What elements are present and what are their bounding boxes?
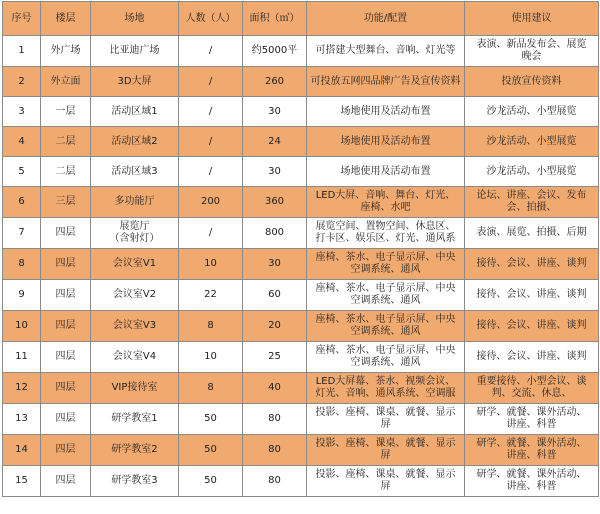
cell-suggest: 表演、新品发布会、展览 晚会 (465, 36, 599, 67)
cell-venue: 会议室V1 (91, 249, 179, 280)
cell-floor: 四层 (41, 435, 91, 466)
cell-area: 80 (243, 435, 307, 466)
cell-no: 15 (3, 466, 41, 497)
cell-suggest: 接待、会议、讲座、谈判 (465, 249, 599, 280)
cell-no: 13 (3, 404, 41, 435)
cell-area: 30 (243, 157, 307, 187)
cell-venue: 活动区域2 (91, 127, 179, 157)
cell-suggest: 接待、会议、讲座、谈判 (465, 342, 599, 373)
cell-no: 3 (3, 97, 41, 127)
cell-floor: 四层 (41, 404, 91, 435)
cell-venue: 比亚迪广场 (91, 36, 179, 67)
cell-people: 10 (179, 249, 243, 280)
cell-venue: 多功能厅 (91, 187, 179, 218)
cell-venue: 3D大屏 (91, 67, 179, 97)
table-row (3, 466, 599, 497)
cell-people: 8 (179, 373, 243, 404)
cell-people: / (179, 127, 243, 157)
cell-area: 24 (243, 127, 307, 157)
table-row (3, 36, 599, 67)
cell-no: 1 (3, 36, 41, 67)
cell-no: 9 (3, 280, 41, 311)
venue-table (2, 1, 599, 497)
cell-function: LED大屏、音响、舞台、灯光、 座椅、水吧 (307, 187, 465, 218)
cell-suggest: 研学、就餐、课外活动、 讲座、科普 (465, 435, 599, 466)
cell-venue: 会议室V4 (91, 342, 179, 373)
table-row (3, 249, 599, 280)
cell-people: / (179, 36, 243, 67)
cell-floor: 四层 (41, 218, 91, 249)
cell-function: 场地使用及活动布置 (307, 97, 465, 127)
table-row (3, 404, 599, 435)
table-body (3, 36, 599, 497)
cell-floor: 外广场 (41, 36, 91, 67)
cell-suggest: 沙龙活动、小型展览 (465, 157, 599, 187)
table-row (3, 218, 599, 249)
cell-floor: 四层 (41, 373, 91, 404)
cell-area: 20 (243, 311, 307, 342)
table-row (3, 280, 599, 311)
cell-venue: 研学教室2 (91, 435, 179, 466)
cell-floor: 四层 (41, 280, 91, 311)
cell-area: 25 (243, 342, 307, 373)
cell-function: 座椅、茶水、电子显示屏、中央 空调系统、通风 (307, 311, 465, 342)
cell-suggest: 沙龙活动、小型展览 (465, 127, 599, 157)
cell-area: 360 (243, 187, 307, 218)
cell-venue: 会议室V2 (91, 280, 179, 311)
cell-suggest: 论坛、讲座、会议、发布 会、拍摄、 (465, 187, 599, 218)
header-floor: 楼层 (41, 2, 91, 36)
cell-function: 投影、座椅、课桌、就餐、显示 屏 (307, 435, 465, 466)
header-people: 人数（人） (179, 2, 243, 36)
cell-function: 场地使用及活动布置 (307, 157, 465, 187)
cell-function: 座椅、茶水、电子显示屏、中央 空调系统、通风 (307, 280, 465, 311)
cell-suggest: 研学、就餐、课外活动、 讲座、科普 (465, 404, 599, 435)
cell-venue: VIP接待室 (91, 373, 179, 404)
cell-floor: 外立面 (41, 67, 91, 97)
cell-venue: 展览厅 （含射灯） (91, 218, 179, 249)
cell-people: 50 (179, 466, 243, 497)
cell-people: / (179, 67, 243, 97)
cell-suggest: 接待、会议、讲座、谈判 (465, 311, 599, 342)
cell-function: 投影、座椅、课桌、就餐、显示 屏 (307, 404, 465, 435)
cell-area: 30 (243, 97, 307, 127)
table-row (3, 67, 599, 97)
cell-area: 260 (243, 67, 307, 97)
header-function: 功能/配置 (307, 2, 465, 36)
cell-floor: 四层 (41, 466, 91, 497)
cell-floor: 四层 (41, 311, 91, 342)
cell-function: 可搭建大型舞台、音响、灯光等 (307, 36, 465, 67)
table-row (3, 311, 599, 342)
table-row (3, 342, 599, 373)
cell-no: 5 (3, 157, 41, 187)
cell-floor: 三层 (41, 187, 91, 218)
table-row (3, 157, 599, 187)
cell-people: 200 (179, 187, 243, 218)
cell-people: / (179, 157, 243, 187)
cell-floor: 二层 (41, 157, 91, 187)
table-row (3, 435, 599, 466)
table-header-row (3, 2, 599, 36)
cell-floor: 四层 (41, 342, 91, 373)
cell-people: 8 (179, 311, 243, 342)
cell-no: 6 (3, 187, 41, 218)
cell-suggest: 表演、展览、拍摄、后期 (465, 218, 599, 249)
cell-venue: 活动区域3 (91, 157, 179, 187)
cell-function: 场地使用及活动布置 (307, 127, 465, 157)
header-suggest: 使用建议 (465, 2, 599, 36)
cell-venue: 研学教室3 (91, 466, 179, 497)
cell-function: 座椅、茶水、电子显示屏、中央 空调系统、通风 (307, 249, 465, 280)
cell-no: 11 (3, 342, 41, 373)
cell-no: 10 (3, 311, 41, 342)
cell-people: 50 (179, 435, 243, 466)
table-row (3, 187, 599, 218)
cell-function: 投影、座椅、课桌、就餐、显示 屏 (307, 466, 465, 497)
cell-people: / (179, 218, 243, 249)
cell-area: 60 (243, 280, 307, 311)
cell-area: 80 (243, 404, 307, 435)
cell-area: 40 (243, 373, 307, 404)
cell-suggest: 重要接待、小型会议、谈 判、交流、休息、 (465, 373, 599, 404)
cell-area: 800 (243, 218, 307, 249)
cell-venue: 研学教室1 (91, 404, 179, 435)
cell-no: 7 (3, 218, 41, 249)
header-venue: 场地 (91, 2, 179, 36)
cell-floor: 四层 (41, 249, 91, 280)
cell-venue: 会议室V3 (91, 311, 179, 342)
header-no: 序号 (3, 2, 41, 36)
cell-no: 14 (3, 435, 41, 466)
cell-people: 50 (179, 404, 243, 435)
cell-people: 22 (179, 280, 243, 311)
cell-venue: 活动区域1 (91, 97, 179, 127)
cell-no: 2 (3, 67, 41, 97)
cell-people: 10 (179, 342, 243, 373)
cell-area: 30 (243, 249, 307, 280)
cell-suggest: 研学、就餐、课外活动、 讲座、科普 (465, 466, 599, 497)
header-area: 面积（㎡） (243, 2, 307, 36)
cell-function: 可投放五网四品牌广告及宣传资料 (307, 67, 465, 97)
cell-suggest: 投放宣传资料 (465, 67, 599, 97)
table-row (3, 97, 599, 127)
cell-suggest: 沙龙活动、小型展览 (465, 97, 599, 127)
cell-people: / (179, 97, 243, 127)
cell-floor: 二层 (41, 127, 91, 157)
cell-no: 8 (3, 249, 41, 280)
cell-area: 80 (243, 466, 307, 497)
cell-no: 12 (3, 373, 41, 404)
cell-suggest: 接待、会议、讲座、谈判 (465, 280, 599, 311)
table-row (3, 127, 599, 157)
cell-function: 展览空间、置物空间、休息区、 打卡区、娱乐区、灯光、通风系 (307, 218, 465, 249)
cell-floor: 一层 (41, 97, 91, 127)
cell-area: 约5000平 (243, 36, 307, 67)
table-row (3, 373, 599, 404)
cell-function: LED大屏幕、茶水、视频会议、 灯光、音响、通风系统、空调服 (307, 373, 465, 404)
cell-function: 座椅、茶水、电子显示屏、中央 空调系统、通风 (307, 342, 465, 373)
cell-no: 4 (3, 127, 41, 157)
